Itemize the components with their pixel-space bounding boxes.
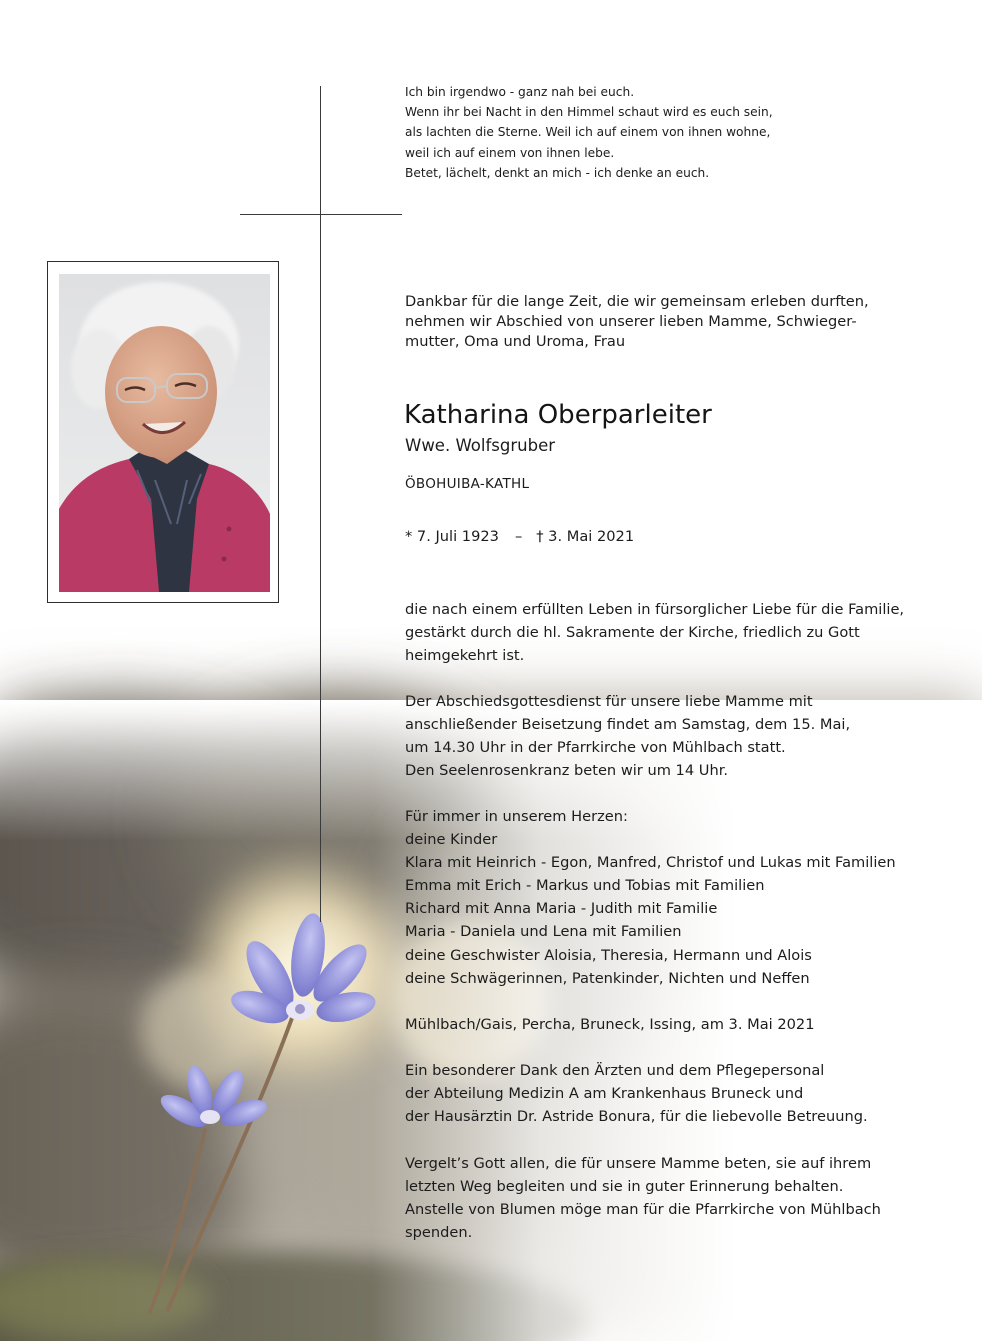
passing-line: gestärkt durch die hl. Sakramente der Kirche, friedlich zu Gott bbox=[405, 624, 860, 642]
thanks-line: der Abteilung Medizin A am Krankenhaus Bruneck und bbox=[405, 1085, 804, 1103]
thanks-line: Ein besonderer Dank den Ärzten und dem Pflegepersonal bbox=[405, 1062, 825, 1079]
thanks-line: der Hausärztin Dr. Astride Bonura, für die liebevolle Betreuung. bbox=[405, 1108, 868, 1126]
passing-text bbox=[405, 598, 945, 667]
passing-line: die nach einem erfüllten Leben in fürsorglicher Liebe für die Familie, bbox=[405, 601, 905, 618]
service-line: anschließender Beisetzung findet am Samstag, dem 15. Mai, bbox=[405, 716, 851, 734]
poem bbox=[405, 82, 845, 183]
thanks-text bbox=[405, 1059, 945, 1128]
deceased-name: Katharina Oberparleiter bbox=[404, 400, 712, 430]
poem-line: als lachten die Sterne. Weil ich auf einem von ihnen wohne, bbox=[405, 125, 771, 140]
death-date: † 3. Mai 2021 bbox=[536, 528, 635, 545]
intro-line: mutter, Oma und Uroma, Frau bbox=[405, 333, 626, 351]
mourners-line: Maria - Daniela und Lena mit Familien bbox=[405, 923, 682, 941]
date-separator: – bbox=[514, 528, 523, 545]
closing-text bbox=[405, 1152, 945, 1244]
mourners-line: Richard mit Anna Maria - Judith mit Familie bbox=[405, 900, 718, 918]
cross-horizontal-line bbox=[240, 214, 402, 215]
place-date bbox=[405, 1013, 945, 1036]
mourners-line: Klara mit Heinrich - Egon, Manfred, Christof und Lukas mit Familien bbox=[405, 854, 896, 872]
intro-line: Dankbar für die lange Zeit, die wir gemeinsam erleben durften, bbox=[405, 293, 869, 310]
passing-line: heimgekehrt ist. bbox=[405, 647, 525, 665]
portrait-frame bbox=[47, 261, 279, 603]
mourners-line: Emma mit Erich - Markus und Tobias mit Familien bbox=[405, 877, 765, 895]
closing-line: Anstelle von Blumen möge man für die Pfarrkirche von Mühlbach bbox=[405, 1201, 881, 1219]
mourners-line: deine Kinder bbox=[405, 831, 498, 849]
poem-line: Wenn ihr bei Nacht in den Himmel schaut wird es euch sein, bbox=[405, 105, 773, 120]
service-line: Den Seelenrosenkranz beten wir um 14 Uhr. bbox=[405, 762, 728, 780]
place-date-line: Mühlbach/Gais, Percha, Bruneck, Issing, am 3. Mai 2021 bbox=[405, 1016, 815, 1033]
intro-text bbox=[405, 292, 905, 353]
life-dates bbox=[405, 527, 634, 547]
poem-line: Betet, lächelt, denkt an mich - ich denke an euch. bbox=[405, 165, 710, 180]
cross-vertical-line bbox=[320, 86, 321, 922]
poem-line: Ich bin irgendwo - ganz nah bei euch. bbox=[405, 85, 635, 99]
mourners-line: deine Schwägerinnen, Patenkinder, Nichten und Neffen bbox=[405, 969, 810, 987]
service-text bbox=[405, 690, 945, 782]
mourners-line: deine Geschwister Aloisia, Theresia, Hermann und Alois bbox=[405, 946, 812, 964]
intro-line: nehmen wir Abschied von unserer lieben Mamme, Schwieger- bbox=[405, 313, 857, 331]
mourners-list bbox=[405, 805, 945, 990]
portrait-photo bbox=[59, 274, 270, 592]
mourners-line: Für immer in unserem Herzen: bbox=[405, 808, 628, 825]
nickname: ÖBOHUIBA-KATHL bbox=[405, 476, 530, 492]
poem-line: weil ich auf einem von ihnen lebe. bbox=[405, 145, 615, 160]
service-line: um 14.30 Uhr in der Pfarrkirche von Mühlbach statt. bbox=[405, 739, 786, 757]
widow-of: Wwe. Wolfsgruber bbox=[405, 436, 556, 455]
birth-date: * 7. Juli 1923 bbox=[405, 528, 499, 545]
closing-line: spenden. bbox=[405, 1224, 473, 1242]
service-line: Der Abschiedsgottesdienst für unsere liebe Mamme mit bbox=[405, 693, 813, 710]
closing-line: Vergelt’s Gott allen, die für unsere Mamme beten, sie auf ihrem bbox=[405, 1155, 872, 1172]
closing-line: letzten Weg begleiten und sie in guter Erinnerung behalten. bbox=[405, 1178, 844, 1196]
